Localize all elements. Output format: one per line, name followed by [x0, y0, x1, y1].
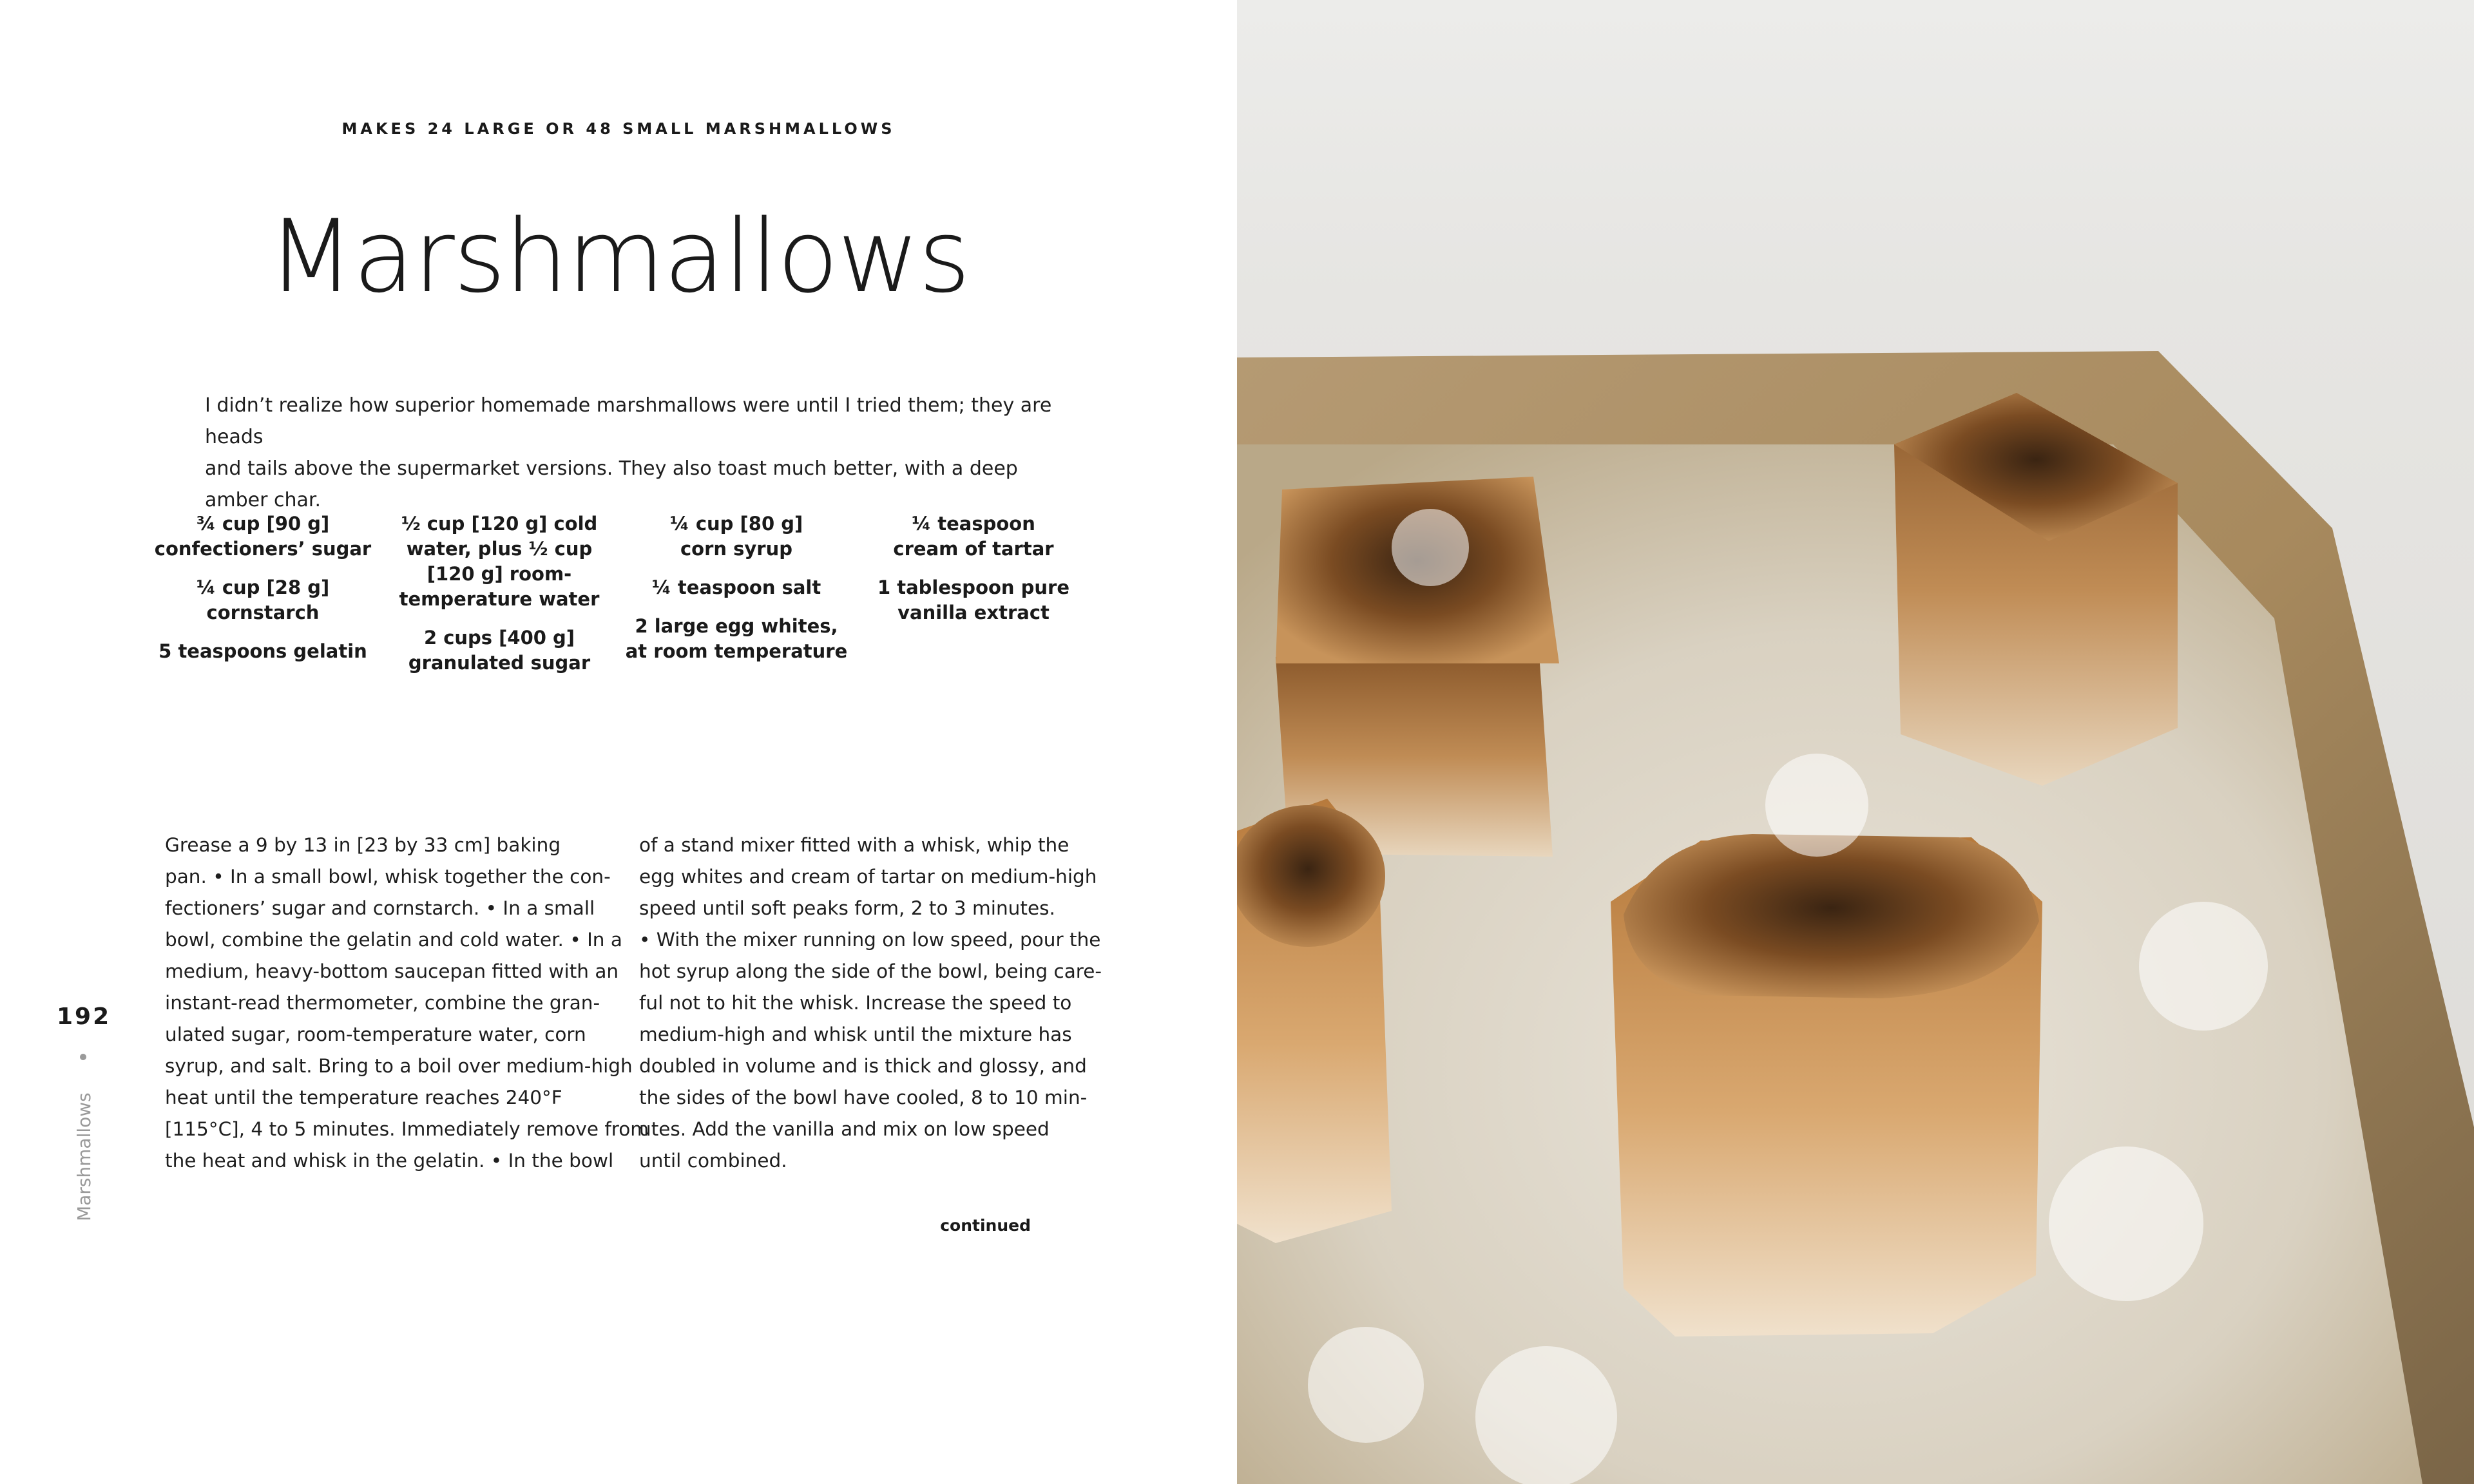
ingredient-line: 1 tablespoon pure — [877, 576, 1070, 598]
ingredient-item — [620, 575, 852, 600]
method-column-1 — [165, 830, 649, 1177]
continued-label: continued — [940, 1216, 1031, 1235]
marshmallow-photo — [1237, 0, 2474, 1484]
ingredient-line: ¼ cup [80 g] — [669, 513, 803, 535]
method-line: heat until the temperature reaches 240°F — [165, 1087, 562, 1108]
method-line: speed until soft peaks form, 2 to 3 minutes. — [639, 897, 1055, 919]
ingredients-column-3 — [620, 511, 852, 678]
method-line: bowl, combine the gelatin and cold water. • In a — [165, 929, 622, 951]
ingredient-item — [147, 511, 379, 562]
method-line: Grease a 9 by 13 in [23 by 33 cm] baking — [165, 834, 561, 856]
ingredient-line: corn syrup — [680, 538, 793, 560]
ingredient-line: vanilla extract — [897, 602, 1050, 623]
ingredient-line: at room temperature — [625, 640, 848, 662]
method-line: doubled in volume and is thick and glossy, and — [639, 1055, 1087, 1077]
ingredient-line: [120 g] room- — [427, 563, 572, 585]
intro-line: I didn’t realize how superior homemade marshmallows were until I tried them; they are heads — [205, 394, 1052, 448]
method-line: of a stand mixer fitted with a whisk, whip the — [639, 834, 1069, 856]
marshmallow-front-center — [1611, 834, 2042, 1337]
method-line: pan. • In a small bowl, whisk together the con- — [165, 866, 611, 888]
recipe-intro — [205, 390, 1055, 516]
recipe-yield: MAKES 24 LARGE OR 48 SMALL MARSHMALLOWS — [341, 120, 896, 138]
ingredient-line: ¾ cup [90 g] — [196, 513, 330, 535]
method-line: utes. Add the vanilla and mix on low speed — [639, 1118, 1050, 1140]
ingredient-item — [147, 575, 379, 625]
ingredient-line: confectioners’ sugar — [154, 538, 372, 560]
ingredients-column-1 — [147, 511, 379, 678]
page-number: 192 — [57, 1004, 111, 1030]
method-line: ful not to hit the whisk. Increase the speed to — [639, 992, 1072, 1014]
ingredients-column-4 — [858, 511, 1089, 639]
method-line: egg whites and cream of tartar on medium-high — [639, 866, 1097, 888]
intro-line: and tails above the supermarket versions. They also toast much better, with a deep amber char. — [205, 457, 1018, 511]
ingredient-item — [620, 511, 852, 562]
method-line: the heat and whisk in the gelatin. • In the bowl — [165, 1150, 614, 1172]
method-line: [115°C], 4 to 5 minutes. Immediately remove from — [165, 1118, 649, 1140]
ingredient-item — [383, 511, 615, 612]
recipe-title: Marshmallows — [267, 198, 970, 315]
method-line: syrup, and salt. Bring to a boil over medium-high — [165, 1055, 633, 1077]
ingredient-line: cream of tartar — [893, 538, 1054, 560]
ingredient-line: granulated sugar — [408, 652, 591, 674]
running-head: Marshmallows — [73, 1092, 95, 1221]
method-column-2 — [639, 830, 1102, 1177]
ingredient-item — [858, 511, 1089, 562]
ingredient-line: ¼ teaspoon salt — [651, 576, 821, 598]
method-line: medium-high and whisk until the mixture has — [639, 1023, 1072, 1045]
method-line: hot syrup along the side of the bowl, being care- — [639, 960, 1102, 982]
method-line: • With the mixer running on low speed, pour the — [639, 929, 1101, 951]
folio-dot — [80, 1054, 86, 1060]
method-line: the sides of the bowl have cooled, 8 to 10 min- — [639, 1087, 1088, 1108]
ingredient-line: ½ cup [120 g] cold — [401, 513, 598, 535]
ingredient-line: cornstarch — [206, 602, 320, 623]
ingredient-item — [147, 639, 379, 664]
method-line: ulated sugar, room-temperature water, corn — [165, 1023, 586, 1045]
method-line: instant-read thermometer, combine the gran- — [165, 992, 600, 1014]
ingredient-line: 2 large egg whites, — [635, 615, 838, 637]
ingredient-item — [858, 575, 1089, 625]
ingredient-item — [620, 614, 852, 664]
ingredients-column-2 — [383, 511, 615, 689]
method-line: medium, heavy-bottom saucepan fitted with an — [165, 960, 619, 982]
ingredient-item — [383, 625, 615, 676]
photo-illustration — [1237, 0, 2474, 1484]
ingredient-line: water, plus ½ cup — [406, 538, 593, 560]
ingredient-line: ¼ teaspoon — [912, 513, 1035, 535]
method-line: fectioners’ sugar and cornstarch. • In a small — [165, 897, 595, 919]
ingredient-line: temperature water — [399, 588, 600, 610]
ingredient-line: ¼ cup [28 g] — [196, 576, 330, 598]
method-line: until combined. — [639, 1150, 787, 1172]
ingredient-line: 5 teaspoons gelatin — [158, 640, 367, 662]
ingredient-line: 2 cups [400 g] — [423, 627, 575, 649]
marshmallow-front-left — [1237, 799, 1392, 1243]
